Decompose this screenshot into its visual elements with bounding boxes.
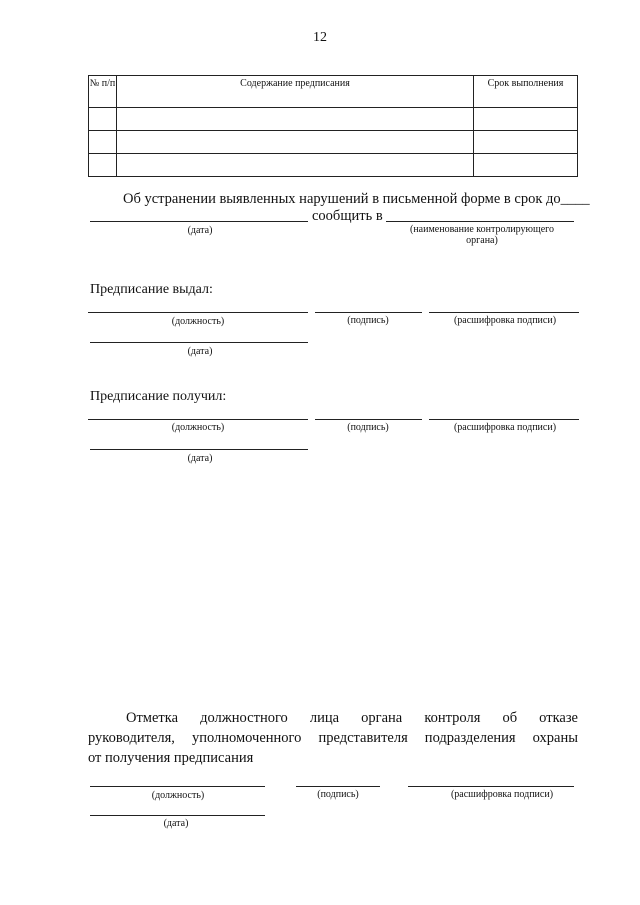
issued-signature-line[interactable] xyxy=(315,312,422,313)
refusal-line-2: руководителя, уполномоченного представителя подразделения охраны xyxy=(88,730,578,746)
table-row xyxy=(89,131,578,154)
received-heading: Предписание получил: xyxy=(90,389,227,404)
refusal-signature-caption: (подпись) xyxy=(317,789,359,800)
table-cell[interactable] xyxy=(89,108,117,131)
table-cell[interactable] xyxy=(117,154,474,177)
table-header-row xyxy=(89,76,578,108)
table-cell[interactable] xyxy=(117,108,474,131)
received-position-caption: (должность) xyxy=(171,422,225,433)
refusal-line-3: от получения предписания xyxy=(88,750,254,766)
received-signature-line[interactable] xyxy=(315,419,422,420)
prescription-table xyxy=(88,75,578,177)
refusal-date-caption: (дата) xyxy=(163,818,189,829)
header-deadline: Срок выполнения xyxy=(474,76,578,108)
table-cell[interactable] xyxy=(89,154,117,177)
table-cell[interactable] xyxy=(89,131,117,154)
issued-position-line[interactable] xyxy=(88,312,308,313)
report-to-text: сообщить в xyxy=(312,208,383,224)
table-row xyxy=(89,108,578,131)
issued-signature-caption: (подпись) xyxy=(347,315,389,326)
issued-decoding-caption: (расшифровка подписи) xyxy=(453,315,557,326)
header-content: Содержание предписания xyxy=(117,76,474,108)
received-signature-caption: (подпись) xyxy=(347,422,389,433)
issued-heading: Предписание выдал: xyxy=(90,282,213,297)
table-cell[interactable] xyxy=(117,131,474,154)
received-decoding-caption: (расшифровка подписи) xyxy=(453,422,557,433)
header-number: № п/п xyxy=(89,76,117,108)
received-decoding-line[interactable] xyxy=(429,419,579,420)
table-cell[interactable] xyxy=(474,131,578,154)
received-date-line[interactable] xyxy=(90,449,308,450)
deadline-text: Об устранении выявленных нарушений в письменной форме в срок до____ xyxy=(123,191,590,207)
issued-decoding-line[interactable] xyxy=(429,312,579,313)
organ-name-line[interactable] xyxy=(386,221,574,222)
organ-name-caption: (наименование контролирующего органа) xyxy=(410,224,554,246)
page-number: 12 xyxy=(313,30,327,45)
table-row xyxy=(89,154,578,177)
received-position-line[interactable] xyxy=(88,419,308,420)
deadline-date-line[interactable] xyxy=(90,221,308,222)
refusal-position-caption: (должность) xyxy=(151,790,205,801)
refusal-position-line[interactable] xyxy=(90,786,265,787)
issued-date-caption: (дата) xyxy=(187,346,213,357)
refusal-signature-line[interactable] xyxy=(296,786,380,787)
refusal-decoding-caption: (расшифровка подписи) xyxy=(450,789,554,800)
issued-position-caption: (должность) xyxy=(171,316,225,327)
table-cell[interactable] xyxy=(474,108,578,131)
table-cell[interactable] xyxy=(474,154,578,177)
refusal-paragraph xyxy=(88,708,578,768)
refusal-date-line[interactable] xyxy=(90,815,265,816)
refusal-decoding-line[interactable] xyxy=(408,786,574,787)
deadline-date-caption: (дата) xyxy=(187,225,213,236)
refusal-line-1: Отметка должностного лица органа контроля об отказе xyxy=(126,710,578,726)
issued-date-line[interactable] xyxy=(90,342,308,343)
received-date-caption: (дата) xyxy=(187,453,213,464)
